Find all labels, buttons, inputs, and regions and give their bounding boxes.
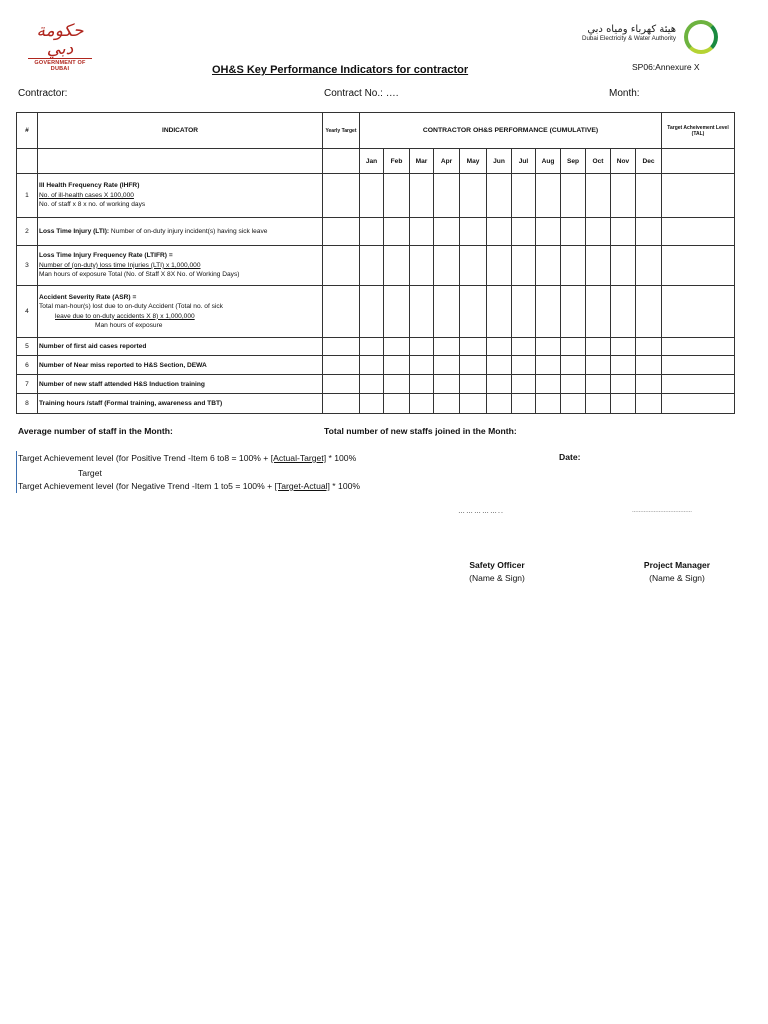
data-cell	[662, 394, 735, 414]
month-header: Sep	[561, 149, 586, 174]
indicator-title: Ill Health Frequency Rate (IHFR)	[39, 182, 140, 190]
data-cell	[384, 246, 410, 286]
dewa-logo-english: Dubai Electricity & Water Authority	[582, 35, 676, 42]
data-cell	[512, 375, 536, 394]
date-label: Date:	[559, 452, 581, 462]
row-number: 1	[17, 174, 38, 218]
data-cell	[536, 218, 561, 246]
data-cell	[611, 338, 636, 356]
data-cell	[662, 218, 735, 246]
data-cell	[384, 356, 410, 375]
data-cell	[586, 394, 611, 414]
project-manager-sub: (Name & Sign)	[649, 573, 705, 583]
table-row	[17, 356, 735, 375]
indicator-cell	[38, 218, 323, 246]
data-cell	[586, 338, 611, 356]
data-cell	[611, 356, 636, 375]
negative-trend-suffix: * 100%	[329, 481, 361, 491]
data-cell	[512, 338, 536, 356]
cell	[323, 149, 360, 174]
header-tal: Target Acheivement Level (TAL)	[662, 113, 735, 149]
data-cell	[662, 286, 735, 338]
data-cell	[384, 286, 410, 338]
indicator-cell	[38, 246, 323, 286]
month-header: Apr	[434, 149, 460, 174]
data-cell	[662, 246, 735, 286]
data-cell	[434, 246, 460, 286]
positive-trend-formula	[18, 453, 356, 463]
data-cell	[536, 246, 561, 286]
data-cell	[360, 375, 384, 394]
data-cell	[512, 218, 536, 246]
indicator-cell: Number of new staff attended H&S Induction training	[38, 375, 323, 394]
data-cell	[410, 394, 434, 414]
data-cell	[536, 356, 561, 375]
data-cell	[512, 286, 536, 338]
month-header: Mar	[410, 149, 434, 174]
cell	[38, 149, 323, 174]
data-cell	[662, 174, 735, 218]
annexure-label: SP06:Annexure X	[632, 62, 700, 72]
data-cell	[512, 246, 536, 286]
data-cell	[323, 218, 360, 246]
data-cell	[611, 286, 636, 338]
month-header: Jan	[360, 149, 384, 174]
data-cell	[636, 246, 662, 286]
target-denominator: Target	[78, 468, 102, 478]
data-cell	[410, 246, 434, 286]
data-cell	[460, 218, 487, 246]
data-cell	[636, 356, 662, 375]
data-cell	[586, 375, 611, 394]
data-cell	[662, 338, 735, 356]
indicator-denominator: No. of staff x 8 x no. of working days	[39, 201, 146, 209]
data-cell	[460, 338, 487, 356]
row-number: 6	[17, 356, 38, 375]
data-cell	[636, 375, 662, 394]
vertical-marker	[16, 451, 17, 493]
data-cell	[384, 338, 410, 356]
data-cell	[384, 375, 410, 394]
data-cell	[460, 286, 487, 338]
row-number: 2	[17, 218, 38, 246]
cell	[662, 149, 735, 174]
indicator-numerator-line1: Total man-hour(s) lost due to on-duty Accident (Total no. of sick	[39, 303, 223, 311]
header-hash: #	[17, 113, 38, 149]
table-row	[17, 286, 735, 338]
data-cell	[561, 375, 586, 394]
contractor-label: Contractor:	[18, 88, 68, 99]
data-cell	[410, 356, 434, 375]
indicator-text: Number of on-duty injury incident(s) having sick leave	[109, 227, 268, 235]
data-cell	[323, 338, 360, 356]
data-cell	[460, 394, 487, 414]
data-cell	[410, 338, 434, 356]
data-cell	[487, 286, 512, 338]
month-header: Nov	[611, 149, 636, 174]
data-cell	[460, 356, 487, 375]
data-cell	[360, 338, 384, 356]
kpi-table	[16, 112, 735, 414]
dewa-logo	[560, 20, 720, 56]
data-cell	[487, 338, 512, 356]
data-cell	[586, 218, 611, 246]
data-cell	[434, 218, 460, 246]
positive-trend-prefix: Target Achievement level (for Positive Trend -Item 6 to8 = 100% +	[18, 453, 271, 463]
indicator-cell	[38, 286, 323, 338]
data-cell	[636, 286, 662, 338]
data-cell	[586, 286, 611, 338]
avg-staff-label: Average number of staff in the Month:	[18, 426, 173, 436]
table-row	[17, 246, 735, 286]
data-cell	[561, 356, 586, 375]
data-cell	[561, 174, 586, 218]
row-number: 3	[17, 246, 38, 286]
indicator-title: Loss Time Injury Frequency Rate (LTIFR) =	[39, 252, 173, 260]
indicator-cell: Number of Near miss reported to H&S Section, DEWA	[38, 356, 323, 375]
negative-trend-fraction: [Target-Actual]	[274, 481, 330, 491]
month-header: Jun	[487, 149, 512, 174]
project-manager-signature-line: ………………………………	[632, 508, 692, 514]
indicator-title: Loss Time Injury (LTI):	[39, 227, 110, 235]
contract-no-label: Contract No.: ….	[324, 88, 399, 99]
data-cell	[536, 174, 561, 218]
data-cell	[561, 218, 586, 246]
data-cell	[410, 174, 434, 218]
data-cell	[434, 338, 460, 356]
dewa-ring-icon	[684, 20, 718, 54]
data-cell	[611, 218, 636, 246]
data-cell	[536, 338, 561, 356]
data-cell	[410, 218, 434, 246]
data-cell	[611, 174, 636, 218]
data-cell	[586, 174, 611, 218]
data-cell	[434, 394, 460, 414]
data-cell	[561, 286, 586, 338]
data-cell	[323, 356, 360, 375]
month-header: Jul	[512, 149, 536, 174]
indicator-numerator: Number of (on-duty) loss time Injuries (LTI) x 1,000,000	[39, 261, 201, 269]
data-cell	[410, 375, 434, 394]
positive-trend-suffix: * 100%	[326, 453, 357, 463]
dewa-logo-arabic: هيئة كهرباء ومياه دبي	[587, 24, 676, 35]
indicator-denominator: Man hours of exposure Total (No. of Staff X 8X No. of Working Days)	[39, 271, 240, 279]
data-cell	[536, 375, 561, 394]
data-cell	[487, 246, 512, 286]
negative-trend-formula	[18, 481, 360, 491]
data-cell	[460, 375, 487, 394]
negative-trend-prefix: Target Achievement level (for Negative Trend -Item 1 to5 = 100% +	[18, 481, 275, 491]
data-cell	[636, 338, 662, 356]
data-cell	[360, 174, 384, 218]
safety-officer-signature-line: ……………..	[458, 508, 504, 515]
data-cell	[611, 375, 636, 394]
data-cell	[323, 394, 360, 414]
indicator-title: Accident Severity Rate (ASR) =	[39, 293, 137, 301]
data-cell	[636, 174, 662, 218]
data-cell	[512, 394, 536, 414]
header-yearly-target: Yearly Target	[323, 113, 360, 149]
data-cell	[636, 218, 662, 246]
data-cell	[561, 338, 586, 356]
row-number: 7	[17, 375, 38, 394]
positive-trend-fraction: [Actual-Target]	[270, 453, 327, 463]
data-cell	[434, 375, 460, 394]
cell	[17, 149, 38, 174]
data-cell	[487, 174, 512, 218]
row-number: 4	[17, 286, 38, 338]
month-header: Oct	[586, 149, 611, 174]
data-cell	[662, 356, 735, 375]
data-cell	[586, 356, 611, 375]
data-cell	[384, 218, 410, 246]
data-cell	[360, 286, 384, 338]
indicator-numerator-line2: leave due to on-duty accidents X 8) x 1,000,000	[55, 312, 195, 320]
indicator-cell: Number of first aid cases reported	[38, 338, 323, 356]
gov-logo-english: GOVERNMENT OF DUBAI	[28, 58, 92, 72]
gov-logo-arabic: حكومة دبي	[36, 21, 84, 59]
table-row	[17, 218, 735, 246]
data-cell	[384, 394, 410, 414]
data-cell	[512, 356, 536, 375]
table-row	[17, 338, 735, 356]
project-manager-label: Project Manager	[643, 560, 711, 570]
data-cell	[536, 286, 561, 338]
data-cell	[487, 218, 512, 246]
month-header: Feb	[384, 149, 410, 174]
data-cell	[323, 286, 360, 338]
data-cell	[662, 375, 735, 394]
new-staffs-label: Total number of new staffs joined in the Month:	[324, 426, 517, 436]
row-number: 5	[17, 338, 38, 356]
indicator-cell	[38, 174, 323, 218]
data-cell	[323, 375, 360, 394]
data-cell	[460, 246, 487, 286]
data-cell	[360, 394, 384, 414]
indicator-numerator: No. of ill-health cases X 100,000	[39, 191, 134, 199]
data-cell	[536, 394, 561, 414]
indicator-cell: Training hours /staff (Formal training, awareness and TBT)	[38, 394, 323, 414]
month-header: Dec	[636, 149, 662, 174]
data-cell	[487, 375, 512, 394]
data-cell	[561, 246, 586, 286]
safety-officer-label: Safety Officer	[469, 560, 525, 570]
data-cell	[636, 394, 662, 414]
header-performance: CONTRACTOR OH&S PERFORMANCE (CUMULATIVE)	[360, 113, 662, 149]
data-cell	[434, 286, 460, 338]
indicator-denominator: Man hours of exposure	[95, 321, 163, 329]
table-row	[17, 375, 735, 394]
data-cell	[360, 218, 384, 246]
data-cell	[410, 286, 434, 338]
data-cell	[561, 394, 586, 414]
safety-officer-sub: (Name & Sign)	[469, 573, 525, 583]
month-header: May	[460, 149, 487, 174]
table-row	[17, 394, 735, 414]
data-cell	[323, 246, 360, 286]
document-title: OH&S Key Performance Indicators for contractor	[212, 64, 469, 76]
header-indicator: INDICATOR	[38, 113, 323, 149]
data-cell	[323, 174, 360, 218]
data-cell	[434, 356, 460, 375]
data-cell	[487, 394, 512, 414]
government-of-dubai-logo	[28, 22, 92, 72]
data-cell	[487, 356, 512, 375]
data-cell	[360, 246, 384, 286]
data-cell	[460, 174, 487, 218]
month-label: Month:	[609, 88, 640, 99]
row-number: 8	[17, 394, 38, 414]
month-header: Aug	[536, 149, 561, 174]
data-cell	[384, 174, 410, 218]
data-cell	[434, 174, 460, 218]
table-row	[17, 174, 735, 218]
data-cell	[586, 246, 611, 286]
data-cell	[611, 246, 636, 286]
data-cell	[611, 394, 636, 414]
data-cell	[512, 174, 536, 218]
data-cell	[360, 356, 384, 375]
